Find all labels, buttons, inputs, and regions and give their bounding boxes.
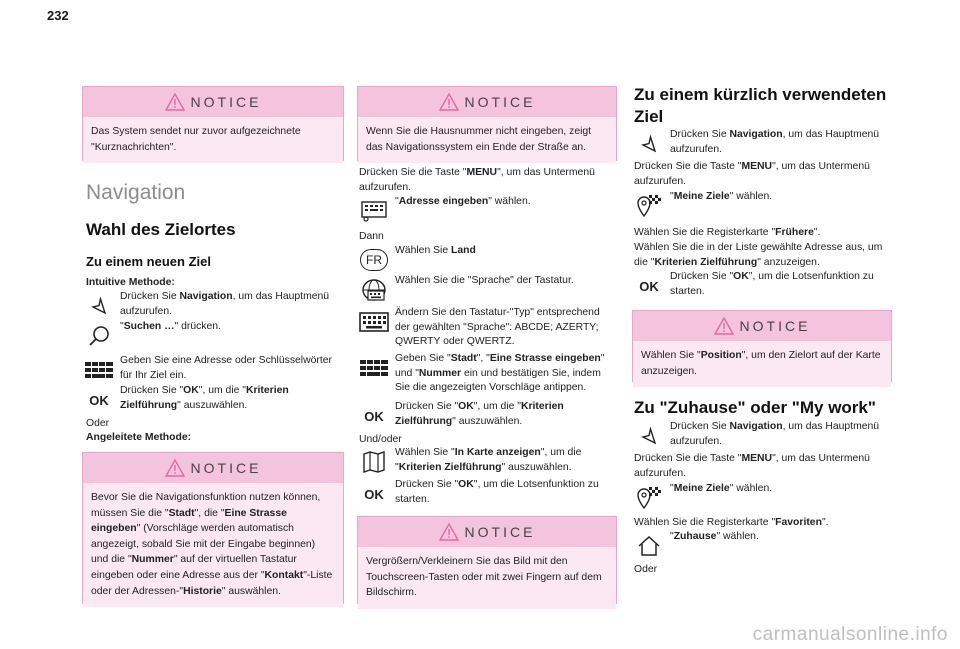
- notice-title: NOTICE: [464, 524, 536, 540]
- search-icon: [87, 324, 111, 348]
- method-label: Intuitive Methode:: [86, 277, 175, 288]
- notice-title: NOTICE: [190, 94, 262, 110]
- step-city-street: Geben Sie "Stadt", "Eine Strasse eingeben" und "Nummer ein und bestätigen Sie, indem Sie die angezeigten Vorschläge antippen.: [357, 352, 617, 396]
- ok-icon: OK: [364, 408, 384, 424]
- notice-box: [357, 86, 617, 161]
- ok-icon: OK: [89, 392, 109, 408]
- menu-instruction: Drücken Sie die Taste "MENU", um das Untermenü aufzurufen.: [634, 453, 870, 479]
- step-address: "Adresse eingeben" wählen.: [357, 195, 617, 210]
- notice-box: [632, 310, 892, 382]
- or-text: Oder: [86, 418, 110, 429]
- notice-header: [358, 87, 616, 117]
- keyboard-icon: [359, 358, 389, 378]
- warning-icon: [165, 93, 185, 111]
- notice-title: NOTICE: [190, 460, 262, 476]
- heading: Zu "Zuhause" oder "My work": [634, 398, 876, 417]
- notice-title: NOTICE: [464, 94, 536, 110]
- destination-icon: [635, 485, 663, 511]
- notice-body: Vergrößern/Verkleinern Sie das Bild mit den Touchscreen-Tasten oder mit zwei Fingern auf dem Bildschirm.: [358, 547, 616, 609]
- notice-header: [83, 453, 343, 483]
- watermark: carmanualsonline.info: [752, 624, 948, 645]
- notice-title: NOTICE: [739, 318, 811, 334]
- notice-box: [82, 452, 344, 604]
- step-ok-start: OK Drücken Sie "OK", um die Lotsenfunktion zu starten.: [364, 479, 599, 505]
- step-language: Wählen Sie die "Sprache" der Tastatur.: [357, 274, 617, 289]
- heading: Wahl des Zielortes: [86, 220, 236, 239]
- step-enter-address: Geben Sie eine Adresse oder Schlüsselwörter für Ihr Ziel ein.: [82, 354, 344, 383]
- tab-instruction: Wählen Sie die Registerkarte "Favoriten".: [634, 517, 829, 528]
- notice-box: [357, 516, 617, 604]
- notice-header: [83, 87, 343, 117]
- warning-icon: [714, 317, 734, 335]
- and-or-text: Und/oder: [359, 434, 402, 445]
- select-instruction: Wählen Sie die in der Liste gewählte Adresse aus, um die "Kriterien Zielführung" anzuzeigen.: [634, 242, 883, 268]
- country-fr-icon: FR: [360, 249, 388, 271]
- language-keyboard-icon: [360, 278, 388, 302]
- step-my-destinations: "Meine Ziele" wählen.: [632, 190, 892, 205]
- step-keyboard-type: Ändern Sie den Tastatur-"Typ" entsprechend der gewählten "Sprache": ABCDE; AZERTY; QWERTY oder QWERTZ.: [357, 306, 617, 350]
- page-number: 232: [47, 8, 69, 23]
- heading: Zu einem kürzlich verwendeten Ziel: [634, 85, 887, 126]
- notice-header: [633, 311, 891, 341]
- step-my-destinations: "Meine Ziele" wählen.: [632, 482, 892, 497]
- keyboard-icon: [84, 360, 114, 380]
- step-country: FR Wählen Sie Land: [357, 244, 617, 259]
- notice-body: Bevor Sie die Navigationsfunktion nutzen können, müssen Sie die "Stadt", die "Eine Strasse eingeben" (Vorschläge werden automatisch angezeigt, sobald Sie mit der Eingabe beginnen) und die "Nummer" auf der virtuellen Tastatur eingeben oder eine Adresse aus der "Kontakt"-Liste oder der Adressen-"Historie" auswählen.: [83, 483, 343, 607]
- navigation-icon: [89, 296, 109, 316]
- keyboard-type-icon: [359, 311, 389, 333]
- step-navigation: Drücken Sie Navigation, um das Hauptmenü aufzurufen.: [82, 290, 344, 319]
- warning-icon: [439, 523, 459, 541]
- subheading: Zu einem neuen Ziel: [86, 254, 211, 269]
- section-title: Navigation: [86, 181, 186, 204]
- step-show-map: Wählen Sie "In Karte anzeigen", um die "Kriterien Zielführung" auszuwählen.: [357, 446, 617, 475]
- or-text: Oder: [634, 564, 658, 575]
- tab-instruction: Wählen Sie die Registerkarte "Frühere".: [634, 227, 821, 238]
- step-ok: OK Drücken Sie "OK", um die "Kriterien Zielführung" auszuwählen.: [89, 385, 289, 411]
- notice-box: [82, 86, 344, 161]
- menu-instruction: Drücken Sie die Taste "MENU", um das Untermenü aufzurufen.: [634, 161, 870, 187]
- notice-body: Wählen Sie "Position", um den Zielort auf der Karte anzuzeigen.: [633, 341, 891, 387]
- step-ok-start: OK Drücken Sie "OK", um die Lotsenfunktion zu starten.: [639, 271, 874, 297]
- step-ok: OK Drücken Sie "OK", um die "Kriterien Zielführung" auszuwählen.: [364, 401, 564, 427]
- warning-icon: [439, 93, 459, 111]
- step-navigation: Drücken Sie Navigation, um das Hauptmenü aufzurufen.: [632, 420, 892, 449]
- map-icon: [361, 449, 387, 475]
- step-home: "Zuhause" wählen.: [632, 530, 892, 545]
- step-navigation: Drücken Sie Navigation, um das Hauptmenü aufzurufen.: [632, 128, 892, 157]
- ok-icon: OK: [639, 278, 659, 294]
- step-search: "Suchen …" drücken.: [82, 320, 344, 335]
- menu-instruction: Drücken Sie die Taste "MENU", um das Untermenü aufzurufen.: [359, 167, 595, 193]
- address-entry-icon: [360, 199, 388, 223]
- method-label: Angeleitete Methode:: [86, 432, 192, 443]
- navigation-icon: [639, 134, 659, 154]
- navigation-icon: [639, 426, 659, 446]
- notice-body: Das System sendet nur zuvor aufgezeichnete "Kurznachrichten".: [83, 117, 343, 163]
- ok-icon: OK: [364, 486, 384, 502]
- warning-icon: [165, 459, 185, 477]
- then-text: Dann: [359, 231, 384, 242]
- home-icon: [636, 534, 662, 558]
- notice-body: Wenn Sie die Hausnummer nicht eingeben, zeigt das Navigationssystem ein Ende der Straße an.: [358, 117, 616, 163]
- notice-header: [358, 517, 616, 547]
- destination-icon: [635, 193, 663, 219]
